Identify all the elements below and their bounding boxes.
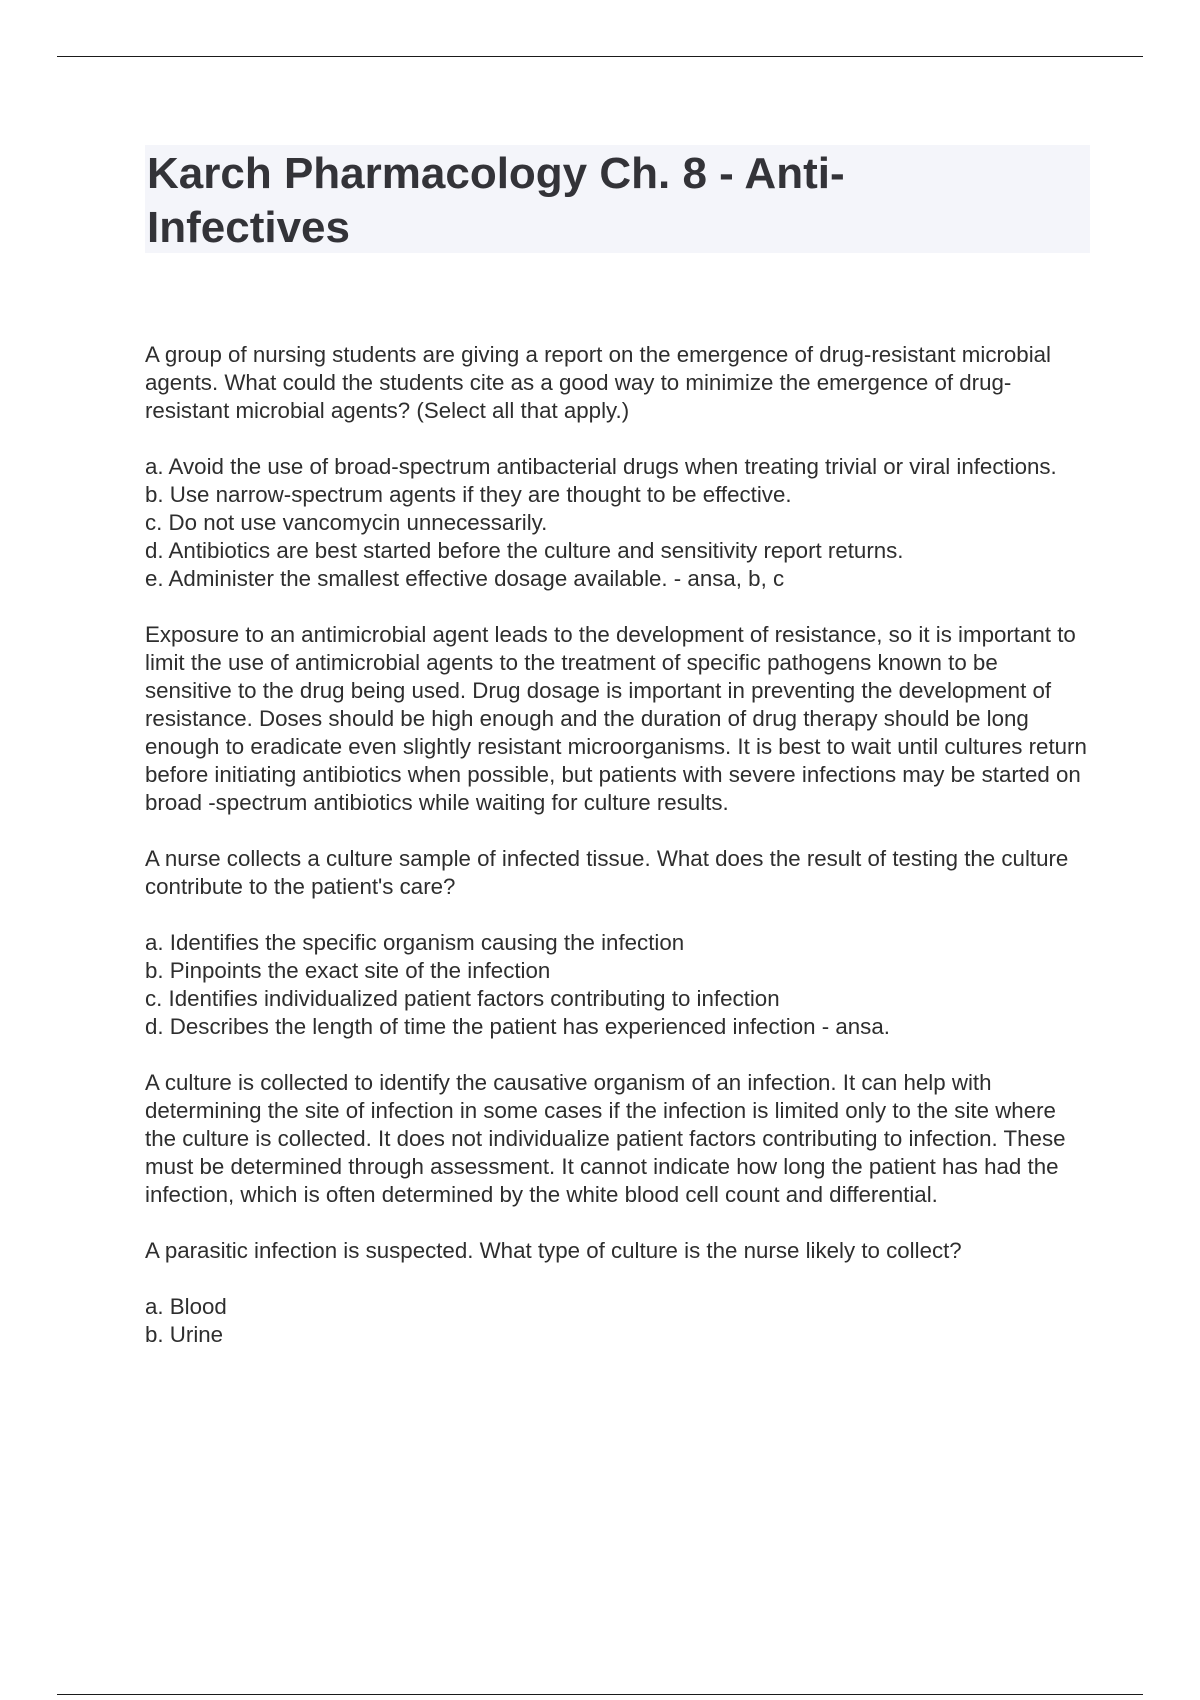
option-list	[145, 453, 1090, 593]
option-item: d. Describes the length of time the patient has experienced infection - ansa.	[145, 1014, 890, 1039]
rationale-text: Exposure to an antimicrobial agent leads to the development of resistance, so it is important to limit the use of antimicrobial agents to the treatment of specific pathogens known to be sensitive to the drug being used. Drug dosage is important in preventing the development of resistance. Doses should be high enough and the duration of drug therapy should be long enough to eradicate even slightly resistant microorganisms. It is best to wait until cultures return before initiating antibiotics when possible, but patients with severe infections may be started on broad -spectrum antibiotics while waiting for culture results.	[145, 622, 1087, 815]
bottom-rule	[57, 1694, 1143, 1695]
option-item: b. Urine	[145, 1322, 224, 1347]
top-rule	[57, 56, 1143, 57]
title-banner	[145, 145, 1090, 253]
question-text: A group of nursing students are giving a report on the emergence of drug-resistant microbial agents. What could the students cite as a good way to minimize the emergence of drug-resistant microbial agents? (Select all that apply.)	[145, 342, 1052, 423]
question-text: A parasitic infection is suspected. What type of culture is the nurse likely to collect?	[145, 1238, 962, 1263]
option-item: b. Pinpoints the exact site of the infection	[145, 958, 551, 983]
option-item: a. Identifies the specific organism causing the infection	[145, 930, 685, 955]
question-text: A nurse collects a culture sample of infected tissue. What does the result of testing the culture contribute to the patient's care?	[145, 846, 1069, 899]
option-item: d. Antibiotics are best started before the culture and sensitivity report returns.	[145, 538, 904, 563]
option-item: a. Blood	[145, 1294, 227, 1319]
option-item: c. Do not use vancomycin unnecessarily.	[145, 510, 548, 535]
option-item: a. Avoid the use of broad-spectrum antibacterial drugs when treating trivial or viral infections.	[145, 454, 1057, 479]
page-title: Karch Pharmacology Ch. 8 - Anti-Infectives	[147, 149, 845, 252]
document-body	[145, 341, 1090, 1349]
rationale-text: A culture is collected to identify the causative organism of an infection. It can help with determining the site of infection in some cases if the infection is limited only to the site where the culture is collected. It does not individualize patient factors contributing to infection. These must be determined through assessment. It cannot indicate how long the patient has had the infection, which is often determined by the white blood cell count and differential.	[145, 1070, 1066, 1207]
option-item: c. Identifies individualized patient factors contributing to infection	[145, 986, 780, 1011]
option-item: b. Use narrow-spectrum agents if they are thought to be effective.	[145, 482, 792, 507]
document-content	[145, 145, 1090, 1377]
option-list	[145, 929, 1090, 1041]
option-item: e. Administer the smallest effective dosage available. - ansa, b, c	[145, 566, 785, 591]
option-list	[145, 1293, 1090, 1349]
